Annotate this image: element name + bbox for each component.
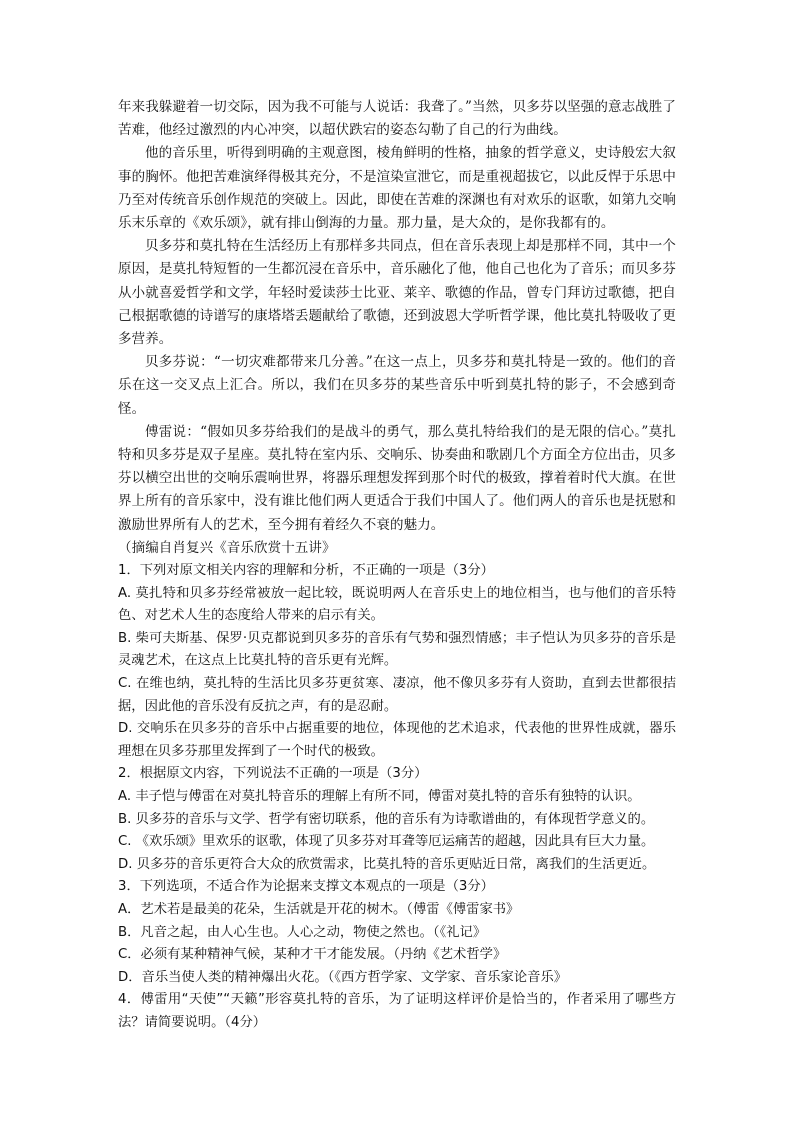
question-4 [118,989,676,1034]
option-b: B. 贝多芬的音乐与文学、哲学有密切联系，他的音乐有为诗歌谱曲的，有体现哲学意义的。 [118,811,655,827]
question-3 [118,876,676,989]
option-c: C. 《欢乐颂》里欢乐的讴歌，体现了贝多芬对耳聋等厄运痛苦的超越，因此具有巨大力量。 [118,834,655,850]
passage-paragraph-1: 年来我躲避着一切交际，因为我不可能与人说话：我聋了。”当然，贝多芬以坚强的意志战胜了苦难，他经过激烈的内心冲突，以超伏跌宕的姿态勾勒了自己的行为曲线。 [118,99,676,139]
question-1 [118,560,676,763]
passage-paragraph-3: 贝多芬和莫扎特在生活经历上有那样多共同点，但在音乐表现上却是那样不同，其中一个原因，是莫扎特短暂的一生都沉浸在音乐中，音乐融化了他，他自己也化为了音乐；而贝多芬从小就喜爱哲学和文学，年轻时爱读莎士比亚、莱辛、歌德的作品，曾专门拜访过歌德，把自己根据歌德的诗谱写的康塔塔丢题献给了歌德，还到波恩大学听哲学课，他比莫扎特吸收了更多营养。 [118,238,676,348]
question-stem: 4．傅雷用“天使”“天籁”形容莫扎特的音乐，为了证明这样评价是恰当的，作者采用了哪些方法？请简要说明。（4分） [118,992,676,1030]
option-b: B. 柴可夫斯基、保罗·贝克都说到贝多芬的音乐有气势和强烈情感；丰子恺认为贝多芬的音乐是灵魂艺术，在这点上比莫扎特的音乐更有光辉。 [118,630,676,669]
option-a: A. 莫扎特和贝多芬经常被放一起比较，既说明两人在音乐史上的地位相当，也与他们的音乐特色、对艺术人生的态度给人带来的启示有关。 [118,585,676,624]
question-stem: 2．根据原文内容，下列说法不正确的一项是（3分） [118,766,428,782]
option-c: C．必须有某种精神气候，某种才干才能发展。（丹纳《艺术哲学》 [118,947,507,963]
option-d: D．音乐当使人类的精神爆出火花。（《西方哲学家、文学家、音乐家论音乐》 [118,969,568,985]
passage-paragraph-5: 傅雷说：“假如贝多芬给我们的是战斗的勇气，那么莫扎特给我们的是无限的信心。”莫扎特和贝多芬是双子星座。莫扎特在室内乐、交响乐、协奏曲和歌剧几个方面全方位出击，贝多芬以横空出世的交响乐震响世界，将器乐理想发挥到那个时代的极致，撑着着时代大旗。在世界上所有的音乐家中，没有谁比他们两人更适合于我们中国人了。他们两人的音乐也是抚慰和激励世界所有人的艺术，至今拥有着经久不衰的魅力。 [118,423,676,533]
passage-paragraph-2: 他的音乐里，听得到明确的主观意图，棱角鲜明的性格，抽象的哲学意义，史诗般宏大叙事的胸怀。他把苦难演绎得极其充分，不是渲染宣泄它，而是重视超拔它，以此反悍于乐思中乃至对传统音乐创作规范的突破上。因此，即使在苦难的深渊也有对欢乐的讴歌，如第九交响乐末乐章的《欢乐颂》，就有排山倒海的力量。那力量，是大众的，是你我都有的。 [118,145,676,232]
option-a: A．艺术若是最美的花朵，生活就是开花的树木。（傅雷《傅雷家书》 [118,901,520,917]
passage-source: （摘编自肖复兴《音乐欣赏十五讲》 [118,539,336,556]
exam-page [118,96,676,1035]
option-d: D. 贝多芬的音乐更符合大众的欣赏需求，比莫扎特的音乐更贴近日常，离我们的生活更近。 [118,856,656,872]
option-c: C. 在维也纳，莫扎特的生活比贝多芬更贫寒、凄凉，他不像贝多芬有人资助，直到去世都很拮据，因此他的音乐没有反抗之声，有的是忍耐。 [118,676,676,714]
question-stem: 1．下列对原文相关内容的理解和分析，不正确的一项是（3分） [118,563,494,579]
option-d: D. 交响乐在贝多芬的音乐中占据重要的地位，体现他的艺术追求，代表他的世界性成就，器乐理想在贝多芬那里发挥到了一个时代的极致。 [118,721,676,759]
question-stem: 3．下列选项，不适合作为论据来支撑文本观点的一项是（3分） [118,879,494,895]
passage-paragraph-4: 贝多芬说：“一切灾难都带来几分善。”在这一点上，贝多芬和莫扎特是一致的。他们的音乐在这一交叉点上汇合。所以，我们在贝多芬的某些音乐中听到莫扎特的影子，不会感到奇怪。 [118,354,676,417]
question-list [118,560,676,1034]
option-b: B．凡音之起，由人心生也。人心之动，物使之然也。（《礼记》 [118,924,487,940]
question-2 [118,763,676,876]
option-a: A. 丰子恺与傅雷在对莫扎特音乐的理解上有所不同，傅雷对莫扎特的音乐有独特的认识。 [118,789,641,804]
reading-passage [118,96,676,560]
